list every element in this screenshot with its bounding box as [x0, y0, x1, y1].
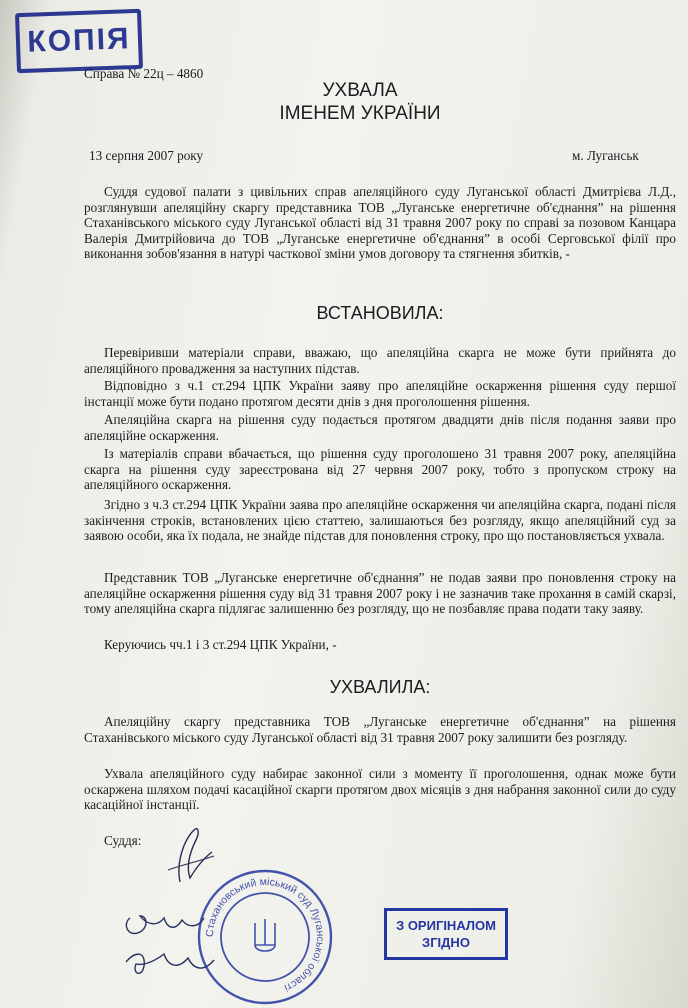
- resolved-paragraph-1: Апеляційну скаргу представника ТОВ „Луганське енергетичне об'єднання” на рішення Стаханівського міського суду Луганської області від 31 травня 2007 року залишити без розгляду.: [84, 714, 676, 745]
- established-paragraph-2: Відповідно з ч.1 ст.294 ЦПК України заяву про апеляційне оскарження рішення суду першої інстанції може бути подано протягом десяти днів з дня проголошення рішення.: [84, 378, 676, 409]
- copy-stamp: КОПІЯ: [15, 9, 143, 73]
- document-city: м. Луганськ: [572, 148, 639, 163]
- established-paragraph-3: Апеляційна скарга на рішення суду подається протягом двадцяти днів після подання заяви про апеляційне оскарження.: [84, 412, 676, 443]
- case-number: Справа № 22ц – 4860: [84, 66, 204, 81]
- judge-label: Суддя:: [104, 833, 142, 848]
- established-paragraph-1: Перевіривши матеріали справи, вважаю, що апеляційна скарга не може бути прийнята до апеляційного провадження за наступних підстав.: [84, 345, 676, 376]
- established-paragraph-7: Керуючись чч.1 і 3 ст.294 ЦПК України, -: [104, 637, 337, 652]
- original-match-stamp-line-2: ЗГІДНО: [422, 935, 470, 950]
- court-seal: [196, 868, 334, 1006]
- seal-text: Стахановський міський суд Луганської області: [203, 875, 327, 994]
- resolved-heading: УХВАЛИЛА:: [329, 677, 431, 697]
- original-match-stamp-line-1: З ОРИГІНАЛОМ: [396, 918, 496, 933]
- document-date: 13 серпня 2007 року: [89, 148, 204, 163]
- trident-icon: [255, 919, 275, 951]
- resolved-paragraph-2: Ухвала апеляційного суду набирає законної сили з моменту її проголошення, однак може бути оскаржена шляхом подачі касаційної скарги протягом двох місяців з дня набрання законної сили до суду касаційної інстанції.: [84, 766, 676, 813]
- original-match-stamp: [384, 908, 508, 960]
- established-paragraph-5: Згідно з ч.3 ст.294 ЦПК України заява про апеляційне оскарження чи апеляційна скарга, подані після закінчення строків, встановлених цією статтею, залишаються без розгляду, якщо апеляційний суд за заявою особи, яка їх подала, не знайде підстав для поновлення строку, про що постановляється ухвала.: [84, 497, 676, 544]
- established-paragraph-4: Із матеріалів справи вбачається, що рішення суду проголошено 31 травня 2007 року, апеляційна скарга на рішення суду зареєстрована від 27 червня 2007 року, тобто з пропуском строку на апеляційного оскарження.: [84, 446, 676, 493]
- established-heading: ВСТАНОВИЛА:: [316, 303, 444, 323]
- document-subtitle: ІМЕНЕМ УКРАЇНИ: [279, 103, 441, 124]
- established-paragraph-6: Представник ТОВ „Луганське енергетичне об'єднання” не подав заяви про поновлення строку на апеляційне оскарження рішення суду від 31 травня 2007 року і не зазначив таке прохання в самій скарзі, тому апеляційна скарга підлягає залишенню без розгляду, що не позбавляє права подати таку заяву.: [84, 570, 676, 617]
- document-title: УХВАЛА: [322, 80, 398, 101]
- intro-paragraph: Суддя судової палати з цивільних справ апеляційного суду Луганської області Дмитрієва Л.Д., розглянувши апеляційну скаргу представника ТОВ „Луганське енергетичне об'єднання” на рішення Стаханівського міського суду Луганської області від 31 травня 2007 року по справі за позовом Канцара Валерія Дмитрійовича до ТОВ „Луганське енергетичне об'єднання” в особі Серговської філії про виконання зобов'язання в натурі часткової зміни умов договору та стягнення збитків, -: [84, 184, 676, 262]
